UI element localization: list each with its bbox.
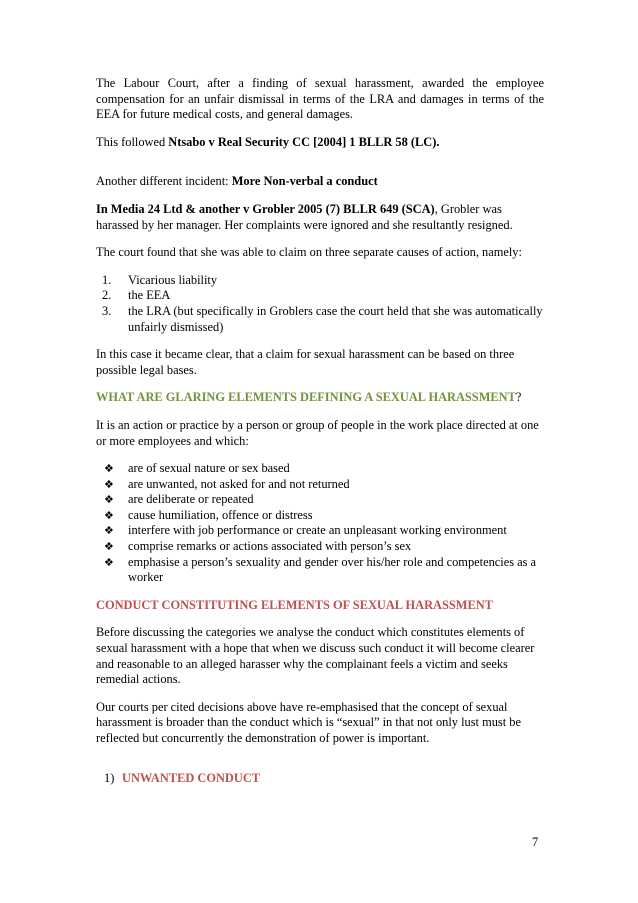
list-number: 2. [102, 288, 112, 303]
heading-unwanted-conduct [96, 771, 544, 787]
document-page [96, 76, 544, 798]
page-number: 7 [532, 835, 539, 849]
list-text: are unwanted, not asked for and not returned [128, 476, 350, 491]
diamond-bullet-icon: ❖ [104, 508, 114, 522]
incident-prefix: Another different incident: [96, 174, 232, 189]
list-text: are of sexual nature or sex based [128, 461, 290, 476]
list-number: 3. [102, 303, 112, 318]
case-citation-grobler: In Media 24 Ltd & another v Grobler 2005 (7) BLLR 649 (SCA) [96, 201, 435, 216]
list-text: Vicarious liability [128, 272, 218, 287]
list-item [102, 508, 544, 524]
ntsabo-prefix: This followed [96, 134, 169, 149]
paragraph-before-discussing: Before discussing the categories we analyse the conduct which constitutes elements of sexual harassment with a hope that when we discuss such conduct it will become clearer and reasonable to an alleged harasser why the complainant feels a victim and seeks remedial actions. [96, 625, 535, 687]
heading-number: 1) [104, 770, 115, 785]
paragraph-labour-court: The Labour Court, after a finding of sexual harassment, awarded the employee compensation for an unfair dismissal in terms of the LRA and damages in terms of the EEA for future medical costs, and general damages. [96, 76, 544, 122]
heading-glaring-elements-text: WHAT ARE GLARING ELEMENTS DEFINING A SEXUAL HARASSMENT [96, 390, 516, 405]
paragraph-incident [96, 174, 544, 190]
paragraph-grobler [96, 202, 544, 233]
paragraph-courts-cited: Our courts per cited decisions above have re-emphasised that the concept of sexual harassment is broader than the conduct which is “sexual” in that not only lust must be reflected but concurrently the demonstration of power is important. [96, 699, 521, 745]
list-text: emphasise a person’s sexuality and gender over his/her role and competencies as a worker [128, 554, 537, 585]
paragraph-action-practice: It is an action or practice by a person or group of people in the work place directed at one or more employees and which: [96, 417, 539, 448]
list-text: cause humiliation, offence or distress [128, 507, 313, 522]
spacer [96, 162, 544, 174]
causes-list [96, 273, 544, 335]
heading-question-mark: ? [515, 390, 522, 405]
heading-unwanted-conduct-text: UNWANTED CONDUCT [122, 770, 261, 785]
diamond-bullet-icon: ❖ [104, 477, 114, 491]
list-item [102, 477, 544, 493]
list-number: 1. [102, 272, 112, 287]
paragraph-court-found: The court found that she was able to claim on three separate causes of action, namely: [96, 245, 522, 260]
list-text: are deliberate or repeated [128, 492, 254, 507]
diamond-bullet-icon: ❖ [104, 493, 114, 507]
elements-list [96, 461, 544, 586]
case-citation-ntsabo: Ntsabo v Real Security CC [2004] 1 BLLR 58 (LC). [168, 134, 440, 149]
list-item [102, 461, 544, 477]
paragraph-legal-bases: In this case it became clear, that a claim for sexual harassment can be based on three possible legal bases. [96, 347, 515, 377]
list-text: interfere with job performance or create an unpleasant working environment [128, 523, 507, 538]
grobler-rest: , Grobler was harassed by her manager. Her complaints were ignored and she resultantly resigned. [96, 201, 513, 232]
diamond-bullet-icon: ❖ [104, 555, 114, 569]
list-item [102, 273, 544, 289]
list-item [102, 555, 544, 586]
list-item [102, 523, 544, 539]
incident-bold: More Non-verbal a conduct [231, 174, 378, 189]
diamond-bullet-icon: ❖ [104, 462, 114, 476]
paragraph-ntsabo [96, 135, 544, 151]
list-item [102, 304, 544, 335]
list-item [102, 539, 544, 555]
list-text: comprise remarks or actions associated with person’s sex [128, 539, 412, 554]
list-text: the LRA (but specifically in Groblers case the court held that she was automatically unfairly dismissed) [128, 303, 543, 334]
diamond-bullet-icon: ❖ [104, 524, 114, 538]
list-item [102, 492, 544, 508]
heading-glaring-elements [96, 390, 544, 406]
diamond-bullet-icon: ❖ [104, 540, 114, 554]
list-text: the EEA [128, 288, 171, 303]
list-item [102, 288, 544, 304]
heading-conduct-constituting: CONDUCT CONSTITUTING ELEMENTS OF SEXUAL HARASSMENT [96, 597, 493, 612]
